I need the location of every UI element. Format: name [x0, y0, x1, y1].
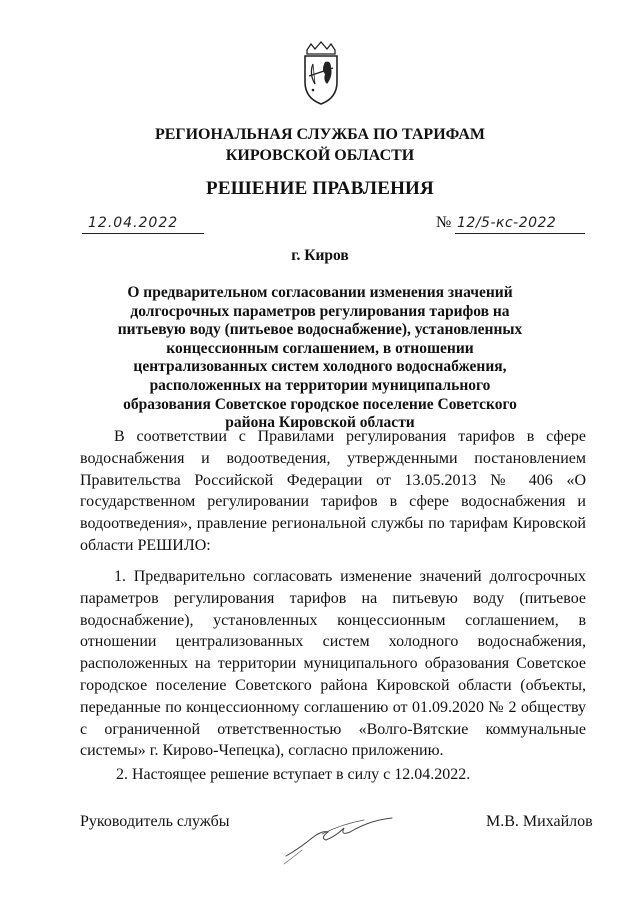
- organization-name-line2: КИРОВСКОЙ ОБЛАСТИ: [225, 147, 415, 164]
- city-name: г. Киров: [291, 247, 349, 264]
- decision-item-1: 1. Предварительно согласовать изменение значений долгосрочных параметров регулирования тарифов на питьевую воду (питьевое водоснабжение), установленных концессионным соглашением, в отношении централизованных систем холодного водоснабжения, расположенных на территории муниципального образования Советское городское поселение Советского района Кировской области (объекты, переданные по концессионному соглашению от 01.09.2020 № 2 обществу с ограниченной ответственностью «Волго-Вятские коммунальные системы» г. Кирово-Чепецка), согласно приложению.: [80, 568, 586, 760]
- decision-item-2: 2. Настоящее решение вступает в силу с 12.04.2022.: [116, 766, 471, 783]
- document-date: 12.04.2022: [82, 213, 204, 234]
- signer-name: М.В. Михайлов: [486, 813, 593, 830]
- signer-position: Руководитель службы: [80, 813, 230, 830]
- document-number: 12/5-кс-2022: [455, 213, 585, 234]
- number-label: №: [436, 214, 452, 231]
- kirov-coat-of-arms-icon: [301, 40, 341, 106]
- document-type-title: РЕШЕНИЕ ПРАВЛЕНИЯ: [206, 178, 434, 199]
- document-subject: О предварительном согласовании изменения значений долгосрочных параметров регулирования тарифов на питьевую воду (питьевое водоснабжение), установленных концессионным соглашением, в отношении централизованных систем холодного водоснабжения, расположенных на территории муниципального образования Советское городское поселение Советского района Кировской области: [117, 284, 523, 432]
- organization-name-line1: РЕГИОНАЛЬНАЯ СЛУЖБА ПО ТАРИФАМ: [154, 126, 486, 143]
- preamble-paragraph: В соответствии с Правилами регулирования тарифов в сфере водоснабжения и водоотведения, утвержденными постановлением Правительства Российской Федерации от 13.05.2013 № 406 «О государственном регулировании тарифов в сфере водоснабжения и водоотведения», правление региональной службы по тарифам Кировской области РЕШИЛО:: [80, 428, 586, 554]
- handwritten-signature-icon: [282, 808, 400, 868]
